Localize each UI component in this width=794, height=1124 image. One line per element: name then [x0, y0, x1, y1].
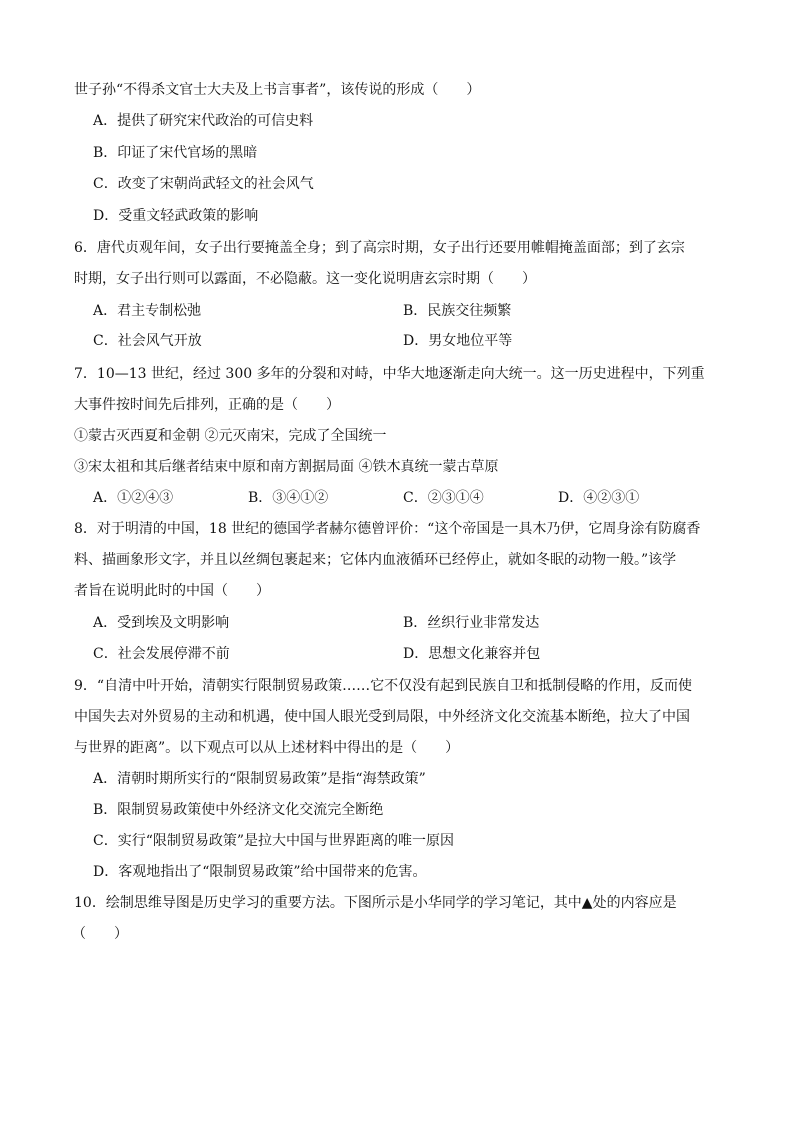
- q8-option-a: A．受到埃及文明影响: [93, 615, 230, 631]
- q7-option-d: D．④②③①: [558, 490, 640, 506]
- q5-option-b: B．印证了宋代官场的黑暗: [93, 145, 258, 161]
- q8-option-c: C．社会发展停滞不前: [93, 646, 230, 662]
- q5-stem-tail: 世子孙“不得杀文官士大夫及上书言事者”，该传说的形成（ ）: [74, 82, 481, 98]
- q7-events-line-2: ③宋太祖和其后继者结束中原和南方割据局面 ④铁木真统一蒙古草原: [74, 459, 499, 475]
- q8-stem-line-2: 料、描画象形文字，并且以丝绸包裹起来；它体内血液循环已经停止，就如冬眠的动物一般。”该学: [74, 552, 677, 568]
- q9-stem-line-2: 中国失去对外贸易的主动和机遇，使中国人眼光受到局限，中外经济文化交流基本断绝，拉大了中国: [74, 709, 690, 725]
- q7-stem-line-2: 大事件按时间先后排列，正确的是（ ）: [74, 397, 340, 413]
- q7-option-a: A．①②④③: [93, 490, 174, 506]
- q8-stem-line-1: 8．对于明清的中国，18 世纪的德国学者赫尔德曾评价：“这个帝国是一具木乃伊，它周身涂有防腐香: [74, 521, 701, 537]
- q10-stem-line-1: 10．绘制思维导图是历史学习的重要方法。下图所示是小华同学的学习笔记，其中▲处的内容应是: [74, 895, 677, 911]
- q9-option-a: A．清朝时期所实行的“限制贸易政策”是指“海禁政策”: [93, 771, 426, 787]
- q6-option-a: A．君主专制松弛: [93, 303, 202, 319]
- q8-stem-line-3: 者旨在说明此时的中国（ ）: [74, 583, 270, 599]
- q6-stem-line-2: 时期，女子出行则可以露面，不必隐蔽。这一变化说明唐玄宗时期（ ）: [74, 271, 536, 287]
- q7-option-b: B．③④①②: [248, 490, 329, 506]
- q7-stem-line-1: 7．10—13 世纪，经过 300 多年的分裂和对峙，中华大地逐渐走向大统一。这一历史进程中，下列重: [74, 366, 705, 382]
- q9-option-d: D．客观地指出了“限制贸易政策”给中国带来的危害。: [93, 864, 427, 880]
- q9-option-b: B．限制贸易政策使中外经济文化交流完全断绝: [93, 802, 384, 818]
- q5-option-c: C．改变了宋朝尚武轻文的社会风气: [93, 176, 314, 192]
- q9-stem-line-1: 9．“自清中叶开始，清朝实行限制贸易政策……它不仅没有起到民族自卫和抵制侵略的作用，反而使: [74, 678, 693, 694]
- q9-stem-line-3: 与世界的距离”。以下观点可以从上述材料中得出的是（ ）: [74, 740, 460, 756]
- q9-option-c: C．实行“限制贸易政策”是拉大中国与世界距离的唯一原因: [93, 833, 455, 849]
- q5-option-d: D．受重文轻武政策的影响: [93, 208, 259, 224]
- q7-option-c: C．②③①④: [403, 490, 484, 506]
- q8-option-b: B．丝织行业非常发达: [403, 615, 540, 631]
- q7-events-line-1: ①蒙古灭西夏和金朝 ②元灭南宋，完成了全国统一: [74, 428, 387, 444]
- q6-option-b: B．民族交往频繁: [403, 303, 512, 319]
- q6-option-c: C．社会风气开放: [93, 333, 202, 349]
- q5-option-a: A．提供了研究宋代政治的可信史料: [93, 113, 314, 129]
- q6-stem-line-1: 6．唐代贞观年间，女子出行要掩盖全身；到了高宗时期，女子出行还要用帷帽掩盖面部；到了玄宗: [74, 240, 685, 256]
- q8-option-d: D．思想文化兼容并包: [403, 646, 541, 662]
- q6-option-d: D．男女地位平等: [403, 333, 513, 349]
- q10-stem-line-2: （ ）: [72, 926, 128, 942]
